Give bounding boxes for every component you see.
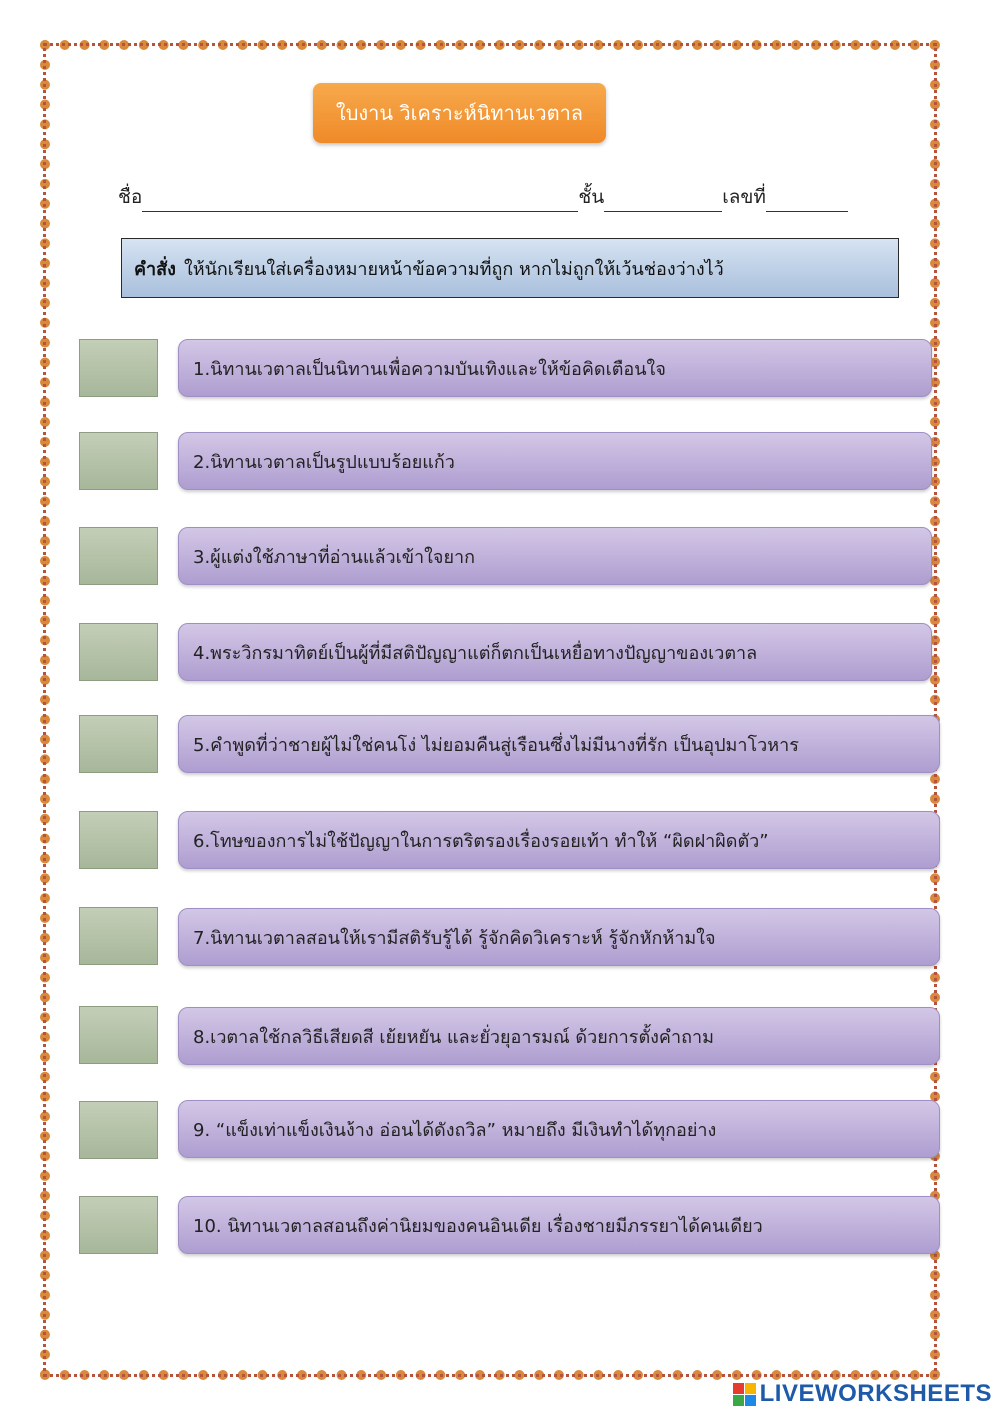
instruction-text: ให้นักเรียนใส่เครื่องหมายหน้าข้อความที่ถูก หากไม่ถูกให้เว้นช่องว่างไว้ [183, 258, 724, 280]
answer-box-4[interactable] [79, 623, 158, 681]
liveworksheets-logo[interactable] [733, 1380, 992, 1408]
statement-3: 3.ผู้แต่งใช้ภาษาที่อ่านแล้วเข้าใจยาก [178, 527, 932, 585]
statement-7: 7.นิทานเวตาลสอนให้เรามีสติรับรู้ได้ รู้จักคิดวิเคราะห์ รู้จักหักห้ามใจ [178, 908, 940, 966]
answer-box-5[interactable] [79, 715, 158, 773]
name-blank[interactable] [142, 185, 578, 212]
answer-box-7[interactable] [79, 907, 158, 965]
statement-8: 8.เวตาลใช้กลวิธีเสียดสี เย้ยหยัน และยั่วยุอารมณ์ ด้วยการตั้งคำถาม [178, 1007, 940, 1065]
worksheet-title: ใบงาน วิเคราะห์นิทานเวตาล [313, 83, 606, 143]
answer-box-8[interactable] [79, 1006, 158, 1064]
instruction-bold-label: คำสั่ง [134, 258, 176, 280]
class-blank[interactable] [604, 185, 722, 212]
statement-9: 9. “แข็งเท่าแข็งเงินง้าง อ่อนได้ดังถวิล” หมายถึง มีเงินทำได้ทุกอย่าง [178, 1100, 940, 1158]
number-label: เลขที่ [722, 186, 766, 208]
statement-1: 1.นิทานเวตาลเป็นนิทานเพื่อความบันเทิงและให้ข้อคิดเตือนใจ [178, 339, 932, 397]
statement-6: 6.โทษของการไม่ใช้ปัญญาในการตริตรองเรื่องรอยเท้า ทำให้ “ผิดฝาผิดตัว” [178, 811, 940, 869]
name-label: ชื่อ [118, 186, 143, 208]
answer-box-2[interactable] [79, 432, 158, 490]
number-blank[interactable] [766, 185, 848, 212]
student-info-line [118, 176, 863, 212]
logo-grid-icon [733, 1383, 756, 1406]
answer-box-9[interactable] [79, 1101, 158, 1159]
answer-box-1[interactable] [79, 339, 158, 397]
statement-10: 10. นิทานเวตาลสอนถึงค่านิยมของคนอินเดีย เรื่องชายมีภรรยาได้คนเดียว [178, 1196, 940, 1254]
class-label: ชั้น [578, 186, 605, 208]
logo-text: LIVEWORKSHEETS [759, 1380, 992, 1407]
statement-5: 5.คำพูดที่ว่าชายผู้ไม่ใช่คนโง่ ไม่ยอมคืนสู่เรือนซึ่งไม่มีนางที่รัก เป็นอุปมาโวหาร [178, 715, 940, 773]
instruction-box [121, 238, 899, 298]
answer-box-3[interactable] [79, 527, 158, 585]
answer-box-10[interactable] [79, 1196, 158, 1254]
statement-2: 2.นิทานเวตาลเป็นรูปแบบร้อยแก้ว [178, 432, 932, 490]
answer-box-6[interactable] [79, 811, 158, 869]
statement-4: 4.พระวิกรมาทิตย์เป็นผู้ที่มีสติปัญญาแต่ก็ตกเป็นเหยื่อทางปัญญาของเวตาล [178, 623, 932, 681]
